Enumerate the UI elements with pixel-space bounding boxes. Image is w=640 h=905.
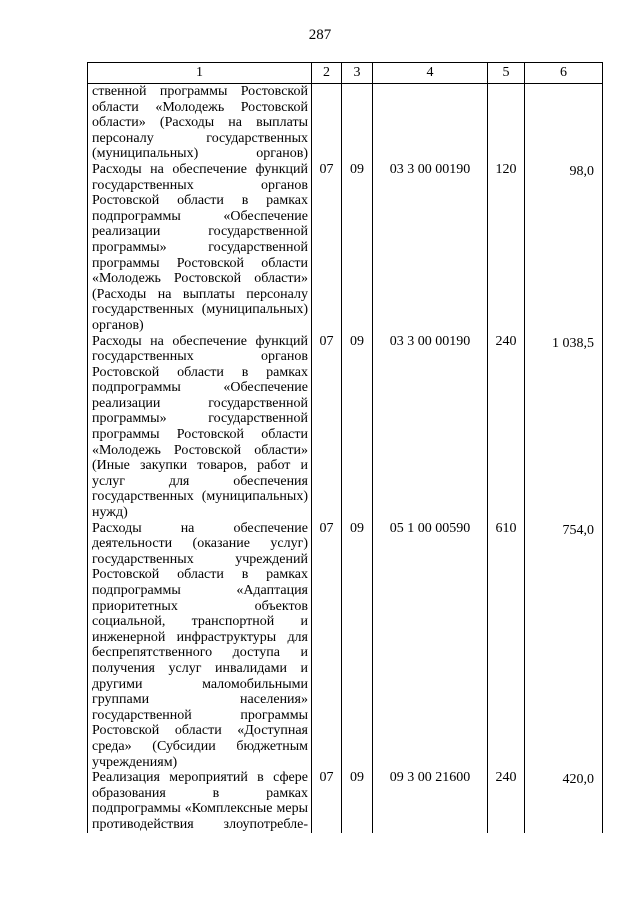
cell-expense-type: 120 bbox=[488, 162, 525, 334]
cell-section: 07 bbox=[312, 521, 342, 771]
budget-table bbox=[87, 62, 603, 833]
row-description: Расходы на обеспечение функций государственных органов Ростовской области в рамках подпрограммы «Обеспечение реализации государственной программы» государственной программы Ростовской области «Молодежь Ростовской области» (Расходы на выплаты персоналу государственных (муниципальных) органов) bbox=[88, 162, 312, 334]
row-description: Расходы на обеспечение деятельности (оказание услуг) государственных учреждений Ростовской области в рамках подпрограммы «Адаптация приоритетных объектов социальной, транспортной и инженерной инфраструктуры для беспрепятственного доступа и получения услуг инвалидами и другими маломобильными группами населения» государственной программы Ростовской области «Доступная среда» (Субсидии бюджетным учреждениям) bbox=[88, 521, 312, 771]
column-header: 6 bbox=[525, 63, 603, 84]
cell-section: 07 bbox=[312, 162, 342, 334]
row-description: Реализация мероприятий в сфере образования в рамках подпрограммы «Комплексные меры противодействия злоупотребле- bbox=[88, 770, 312, 832]
table-row bbox=[88, 84, 603, 162]
cell-expense-type: 610 bbox=[488, 521, 525, 771]
table-header-row bbox=[88, 63, 603, 84]
cell-section: 07 bbox=[312, 770, 342, 832]
table-row bbox=[88, 162, 603, 334]
cell-expense-type bbox=[488, 84, 525, 162]
cell-subsection: 09 bbox=[342, 770, 373, 832]
cell-subsection: 09 bbox=[342, 162, 373, 334]
page-number: 287 bbox=[308, 27, 332, 43]
cell-expense-type: 240 bbox=[488, 770, 525, 832]
cell-target-article: 03 3 00 00190 bbox=[373, 162, 488, 334]
cell-expense-type: 240 bbox=[488, 334, 525, 521]
cell-section: 07 bbox=[312, 334, 342, 521]
cell-amount: 98,0 bbox=[525, 162, 603, 334]
cell-amount: 420,0 bbox=[525, 770, 603, 832]
row-description: ственной программы Ростовской области «Молодежь Ростовской области» (Расходы на выплаты персоналу государственных (муниципальных) органов) bbox=[88, 84, 312, 162]
column-header: 3 bbox=[342, 63, 373, 84]
cell-target-article: 09 3 00 21600 bbox=[373, 770, 488, 832]
row-description: Расходы на обеспечение функций государственных органов Ростовской области в рамках подпрограммы «Обеспечение реализации государственной программы» государственной программы Ростовской области «Молодежь Ростовской области» (Иные закупки товаров, работ и услуг для обеспечения государственных (муниципальных) нужд) bbox=[88, 334, 312, 521]
cell-subsection: 09 bbox=[342, 521, 373, 771]
column-header: 4 bbox=[373, 63, 488, 84]
column-header: 1 bbox=[88, 63, 312, 84]
cell-target-article bbox=[373, 84, 488, 162]
cell-amount: 1 038,5 bbox=[525, 334, 603, 521]
cell-subsection bbox=[342, 84, 373, 162]
cell-subsection: 09 bbox=[342, 334, 373, 521]
column-header: 5 bbox=[488, 63, 525, 84]
cell-section bbox=[312, 84, 342, 162]
table-row bbox=[88, 770, 603, 832]
table-row bbox=[88, 521, 603, 771]
cell-amount: 754,0 bbox=[525, 521, 603, 771]
column-header: 2 bbox=[312, 63, 342, 84]
cell-target-article: 05 1 00 00590 bbox=[373, 521, 488, 771]
cell-target-article: 03 3 00 00190 bbox=[373, 334, 488, 521]
cell-amount bbox=[525, 84, 603, 162]
table-row bbox=[88, 334, 603, 521]
